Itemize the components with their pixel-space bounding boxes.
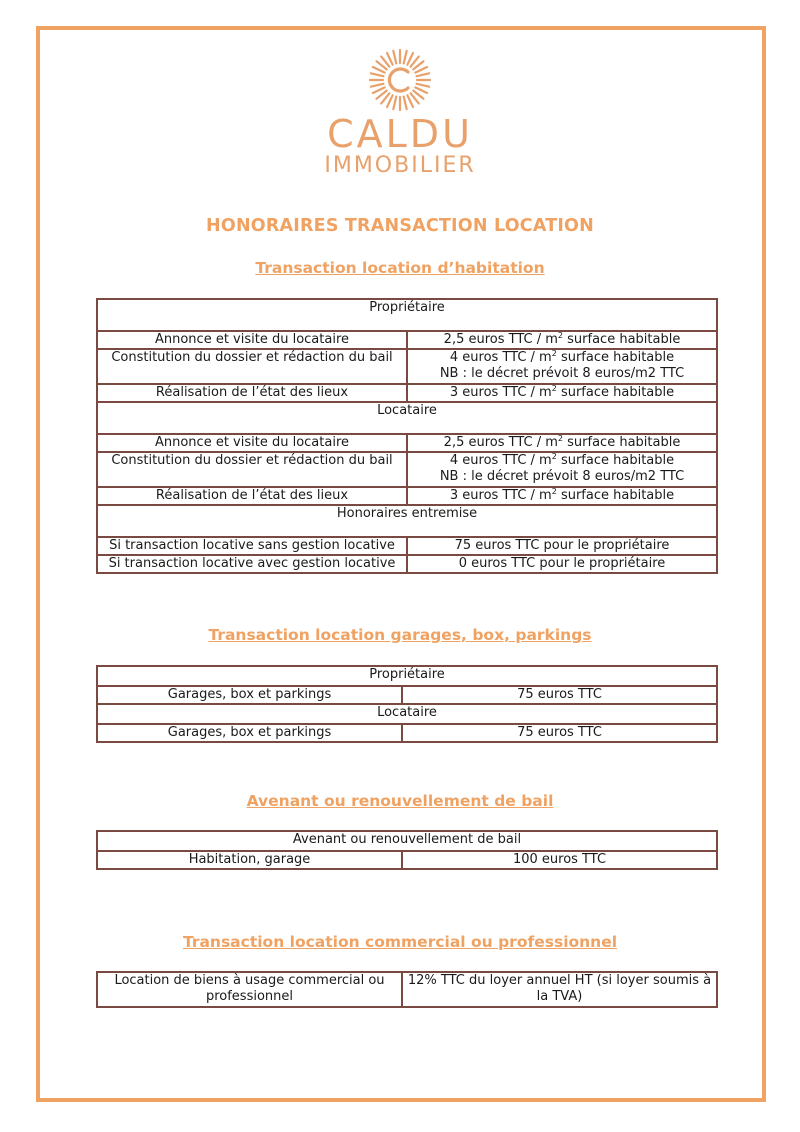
table-avenant xyxy=(96,830,718,870)
page-title: HONORAIRES TRANSACTION LOCATION xyxy=(206,216,594,236)
table-row xyxy=(97,555,717,573)
table-row xyxy=(97,537,717,555)
group-header-proprietaire: Propriétaire xyxy=(97,299,717,331)
caldu-sunburst-logo-icon xyxy=(368,48,432,112)
row-value: 2,5 euros TTC / $m^2$ surface habitable xyxy=(407,434,717,452)
table-row xyxy=(97,384,717,402)
row-label: Annonce et visite du locataire xyxy=(97,434,407,452)
section-title-avenant: Avenant ou renouvellement de bail xyxy=(246,792,554,810)
group-header-avenant: Avenant ou renouvellement de bail xyxy=(97,831,717,851)
table-row xyxy=(97,851,717,869)
row-value xyxy=(407,452,717,487)
row-value-note: NB : le décret prévoit 8 euros/m2 TTC xyxy=(439,469,685,484)
group-header-locataire: Locataire xyxy=(97,704,717,724)
section-title-commercial: Transaction location commercial ou professionnel xyxy=(182,933,618,951)
table-row xyxy=(97,434,717,452)
table-row xyxy=(97,724,717,742)
table-row xyxy=(97,331,717,349)
row-value: 3 euros TTC / $m^2$ surface habitable xyxy=(407,487,717,505)
row-label: Constitution du dossier et rédaction du bail xyxy=(97,452,407,487)
row-value: 75 euros TTC pour le propriétaire xyxy=(407,537,717,555)
group-header-proprietaire: Propriétaire xyxy=(97,666,717,686)
row-value-main: 4 euros TTC / $m^2$ surface habitable xyxy=(449,452,675,468)
row-label: Réalisation de l’état des lieux xyxy=(97,487,407,505)
table-habitation xyxy=(96,298,718,574)
table-row xyxy=(97,487,717,505)
row-value-main: 4 euros TTC / $m^2$ surface habitable xyxy=(449,349,675,365)
group-header-entremise: Honoraires entremise xyxy=(97,505,717,537)
row-label: Réalisation de l’état des lieux xyxy=(97,384,407,402)
table-row xyxy=(97,972,717,1007)
row-value: 75 euros TTC xyxy=(402,686,717,704)
row-label: Constitution du dossier et rédaction du bail xyxy=(97,349,407,384)
row-value: 2,5 euros TTC / $m^2$ surface habitable xyxy=(407,331,717,349)
row-value: 0 euros TTC pour le propriétaire xyxy=(407,555,717,573)
logo xyxy=(0,48,800,178)
row-label: Si transaction locative avec gestion locative xyxy=(97,555,407,573)
table-row xyxy=(97,349,717,384)
row-label: Si transaction locative sans gestion locative xyxy=(97,537,407,555)
table-row xyxy=(97,452,717,487)
section-title-habitation: Transaction location d’habitation xyxy=(255,259,545,277)
section-title-garages: Transaction location garages, box, parkings xyxy=(208,626,592,644)
row-label: Garages, box et parkings xyxy=(97,724,402,742)
row-value: 75 euros TTC xyxy=(402,724,717,742)
table-garages xyxy=(96,665,718,743)
row-label: Habitation, garage xyxy=(97,851,402,869)
row-value: 3 euros TTC / $m^2$ surface habitable xyxy=(407,384,717,402)
table-commercial xyxy=(96,971,718,1008)
row-label: Location de biens à usage commercial ou professionnel xyxy=(97,972,402,1007)
row-label: Annonce et visite du locataire xyxy=(97,331,407,349)
row-label: Garages, box et parkings xyxy=(97,686,402,704)
row-value: 12% TTC du loyer annuel HT (si loyer soumis à la TVA) xyxy=(402,972,717,1007)
row-value-note: NB : le décret prévoit 8 euros/m2 TTC xyxy=(439,366,685,381)
brand-name: CALDU xyxy=(327,112,473,156)
group-header-locataire: Locataire xyxy=(97,402,717,434)
table-row xyxy=(97,686,717,704)
brand-subtitle: IMMOBILIER xyxy=(324,153,476,178)
row-value: 100 euros TTC xyxy=(402,851,717,869)
row-value xyxy=(407,349,717,384)
